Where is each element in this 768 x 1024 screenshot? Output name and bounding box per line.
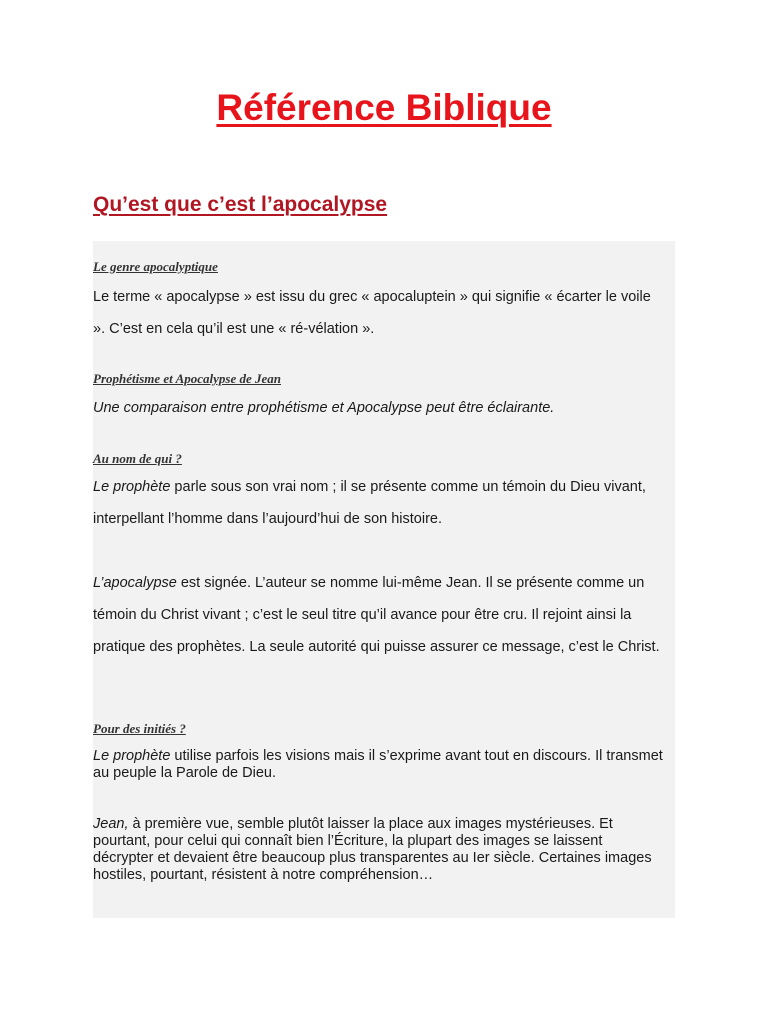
text-apocalypse-signee: est signée. L’auteur se nomme lui-même Jean. Il se présente comme un témoin du Christ vivant ; c’est le seul titre qu’il avance pour être cru. Il rejoint ainsi la pratique des prophètes. La seule autorité qui puisse assurer ce message, c’est le Christ. <box>93 575 660 655</box>
paragraph-prophete-visions <box>93 748 663 782</box>
document-title: Référence Biblique <box>216 87 552 128</box>
paragraph-genre: Le terme « apocalypse » est issu du grec « apocaluptein » qui signifie « écarter le voile ». C’est en cela qu’il est une « ré-vélation ». <box>93 289 651 337</box>
emphasis-jean: Jean, <box>93 816 129 832</box>
heading-au-nom-de-qui: Au nom de qui ? <box>93 451 182 466</box>
paragraph-comparaison: Une comparaison entre prophétisme et Apocalypse peut être éclairante. <box>93 400 555 416</box>
emphasis-le-prophete: Le prophète <box>93 479 171 495</box>
text-prophete-nom: parle sous son vrai nom ; il se présente comme un témoin du Dieu vivant, interpellant l’homme dans l’aujourd’hui de son histoire. <box>93 479 646 527</box>
emphasis-le-prophete-2: Le prophète <box>93 748 171 764</box>
heading-pour-des-inities: Pour des initiés ? <box>93 721 186 736</box>
text-jean-images: à première vue, semble plutôt laisser la place aux images mystérieuses. Et pourtant, pour celui qui connaît bien l’Écriture, la plupart des images se laissent décrypter et devaient être beaucoup plus transparentes au Ier siècle. Certaines images hostiles, pourtant, résistent à notre compréhension… <box>93 816 652 883</box>
paragraph-prophete-nom <box>93 471 663 535</box>
heading-genre-apocalyptique: Le genre apocalyptique <box>93 259 218 274</box>
emphasis-lapocalypse: L’apocalypse <box>93 575 177 591</box>
paragraph-jean-images <box>93 816 663 884</box>
text-prophete-visions: utilise parfois les visions mais il s’exprime avant tout en discours. Il transmet au peuple la Parole de Dieu. <box>93 748 663 781</box>
section-title: Qu’est que c’est l’apocalypse <box>93 193 388 216</box>
paragraph-apocalypse-signee <box>93 567 663 663</box>
heading-prophetisme: Prophétisme et Apocalypse de Jean <box>93 371 281 386</box>
